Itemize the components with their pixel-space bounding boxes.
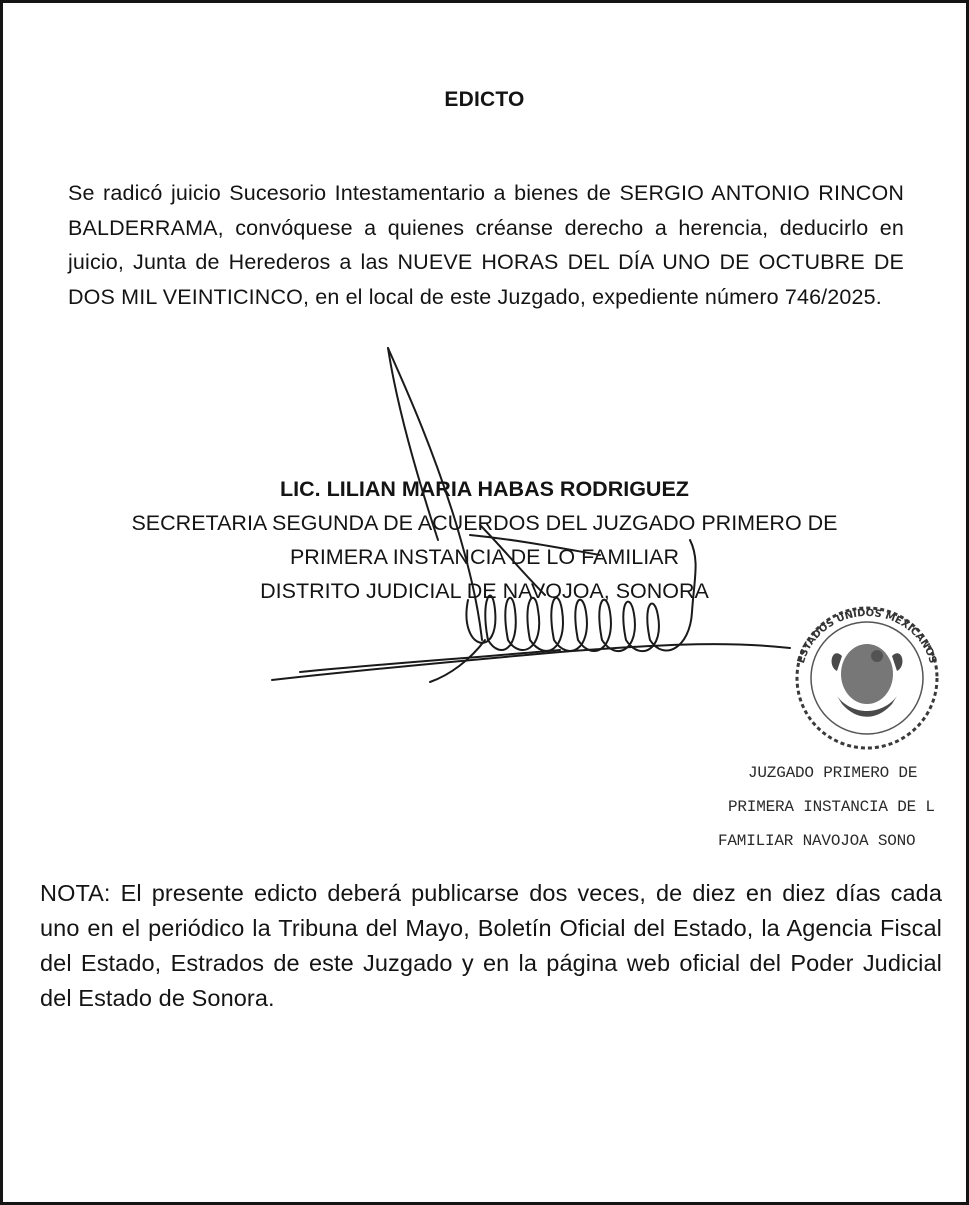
signer-title-line-3: DISTRITO JUDICIAL DE NAVOJOA, SONORA — [260, 579, 709, 603]
seal-text-path: ESTADOS UNIDOS MEXICANOS — [795, 607, 939, 665]
edict-body: Se radicó juicio Sucesorio Intestamentario a bienes de SERGIO ANTONIO RINCON BALDERRAMA, convóquese a quienes créanse derecho a herencia, deducirlo en juicio, Junta de Herederos a las NUEVE HORAS DEL DÍA UNO DE OCTUBRE DE DOS MIL VEINTICINCO, en el local de este Juzgado, expediente número 746/2025. — [68, 181, 904, 309]
court-stamp — [716, 756, 969, 858]
signer-title-line-2: PRIMERA INSTANCIA DE LO FAMILIAR — [289, 545, 680, 569]
stamp-line-1: JUZGADO PRIMERO DE — [748, 764, 918, 782]
signer-name: LIC. LILIAN MARIA HABAS RODRIGUEZ — [280, 477, 689, 501]
stamp-line-3: FAMILIAR NAVOJOA SONO — [718, 832, 916, 850]
signature-block — [0, 472, 969, 608]
court-seal — [782, 596, 952, 756]
document-title: EDICTO — [444, 88, 525, 111]
stamp-line-2: PRIMERA INSTANCIA DE L — [728, 798, 935, 816]
nota-paragraph: NOTA: El presente edicto deberá publicarse dos veces, de diez en diez días cada uno en el periódico la Tribuna del Mayo, Boletín Oficial del Estado, la Agencia Fiscal del Estado, Estrados de este Juzgado y en la página web oficial del Poder Judicial del Estado de Sonora. — [40, 880, 942, 1011]
signer-title-line-1: SECRETARIA SEGUNDA DE ACUERDOS DEL JUZGADO PRIMERO DE — [131, 511, 838, 535]
